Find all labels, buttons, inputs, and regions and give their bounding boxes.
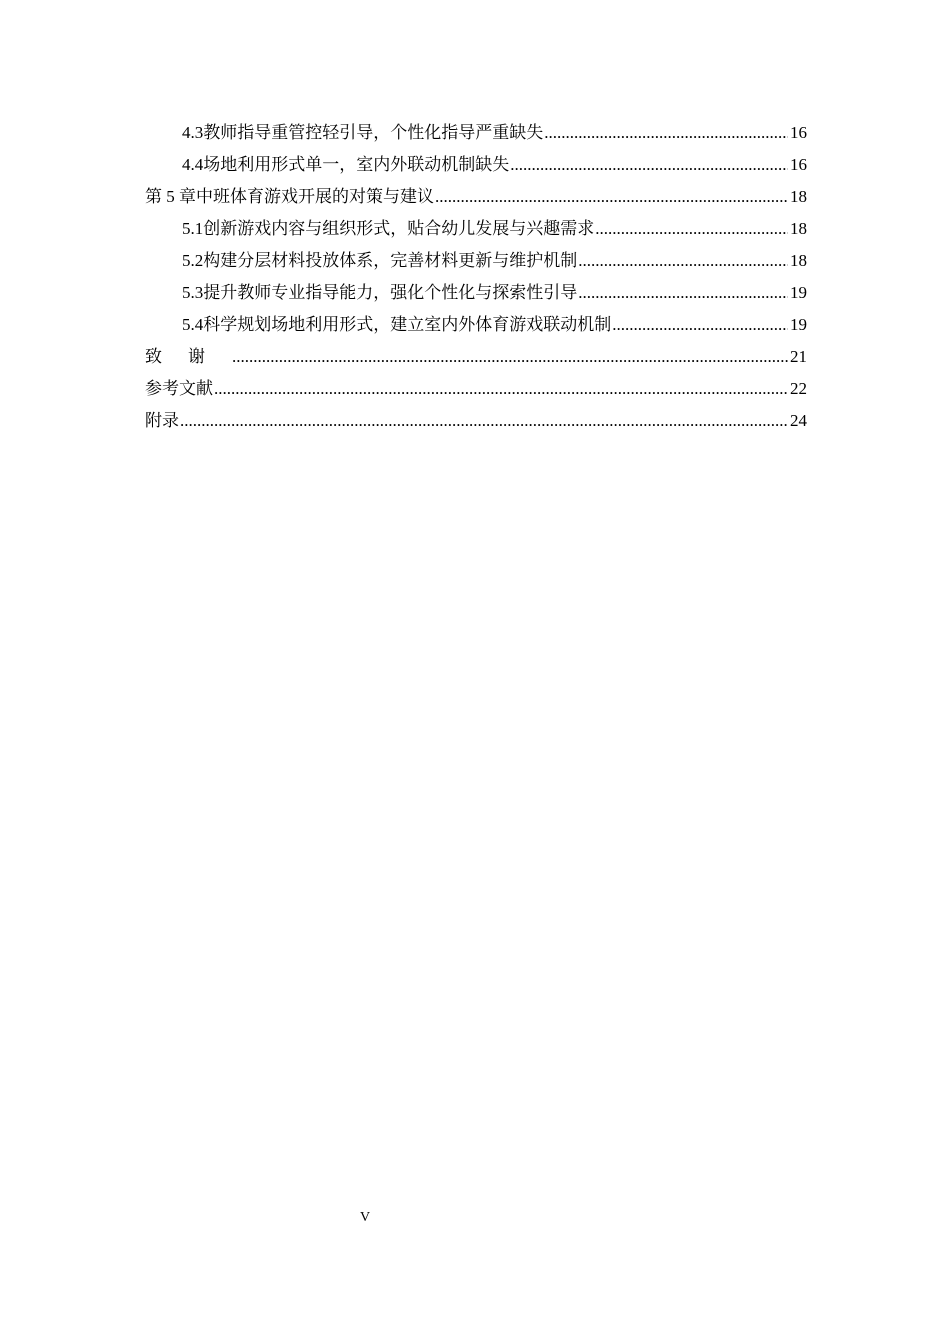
- toc-entry-number: 5.1: [182, 219, 204, 238]
- toc-entry-page: 18: [790, 251, 807, 270]
- dot-leader: [578, 277, 788, 309]
- toc-entry-number: 4.3: [182, 123, 204, 142]
- toc-entry-acknowledgements[interactable]: [145, 341, 807, 373]
- toc-entry-chapter-5[interactable]: [145, 181, 807, 213]
- toc-entry-5-2[interactable]: [145, 245, 807, 277]
- toc-entry-title: 提升教师专业指导能力，强化个性化与探索性引导: [203, 283, 578, 302]
- dot-leader: [510, 149, 788, 181]
- table-of-contents: [145, 117, 807, 437]
- toc-entry-page: 16: [790, 155, 807, 174]
- toc-entry-references[interactable]: [145, 373, 807, 405]
- toc-entry-title: 创新游戏内容与组织形式，贴合幼儿发展与兴趣需求: [203, 219, 595, 238]
- toc-entry-title: 中班体育游戏开展的对策与建议: [196, 187, 434, 206]
- dot-leader: [232, 341, 788, 373]
- toc-entry-number: 5.2: [182, 251, 204, 270]
- toc-entry-page: 21: [790, 347, 807, 366]
- toc-entry-title: 附录: [145, 411, 179, 430]
- dot-leader: [544, 117, 788, 149]
- toc-entry-page: 18: [790, 187, 807, 206]
- toc-entry-page: 19: [790, 315, 807, 334]
- dot-leader: [612, 309, 788, 341]
- toc-entry-page: 19: [790, 283, 807, 302]
- toc-entry-5-4[interactable]: [145, 309, 807, 341]
- toc-entry-title: 致谢: [145, 347, 231, 366]
- toc-entry-title: 构建分层材料投放体系，完善材料更新与维护机制: [203, 251, 578, 270]
- toc-entry-page: 16: [790, 123, 807, 142]
- dot-leader: [180, 405, 788, 437]
- dot-leader: [435, 181, 788, 213]
- toc-entry-page: 24: [790, 411, 807, 430]
- toc-entry-5-1[interactable]: [145, 213, 807, 245]
- toc-entry-title: 教师指导重管控轻引导，个性化指导严重缺失: [203, 123, 544, 142]
- toc-entry-number: 5.4: [182, 315, 204, 334]
- dot-leader: [214, 373, 788, 405]
- toc-entry-5-3[interactable]: [145, 277, 807, 309]
- toc-entry-title: 科学规划场地利用形式，建立室内外体育游戏联动机制: [203, 315, 612, 334]
- toc-entry-appendix[interactable]: [145, 405, 807, 437]
- toc-entry-number: 5.3: [182, 283, 204, 302]
- toc-entry-4-3[interactable]: [145, 117, 807, 149]
- toc-entry-title: 参考文献: [145, 379, 213, 398]
- dot-leader: [595, 213, 788, 245]
- toc-entry-title: 场地利用形式单一，室内外联动机制缺失: [203, 155, 510, 174]
- dot-leader: [578, 245, 788, 277]
- toc-entry-number: 第 5 章: [145, 187, 196, 206]
- toc-entry-number: 4.4: [182, 155, 204, 174]
- toc-entry-page: 22: [790, 379, 807, 398]
- page-footer-number: V: [359, 1210, 371, 1225]
- toc-entry-page: 18: [790, 219, 807, 238]
- toc-entry-4-4[interactable]: [145, 149, 807, 181]
